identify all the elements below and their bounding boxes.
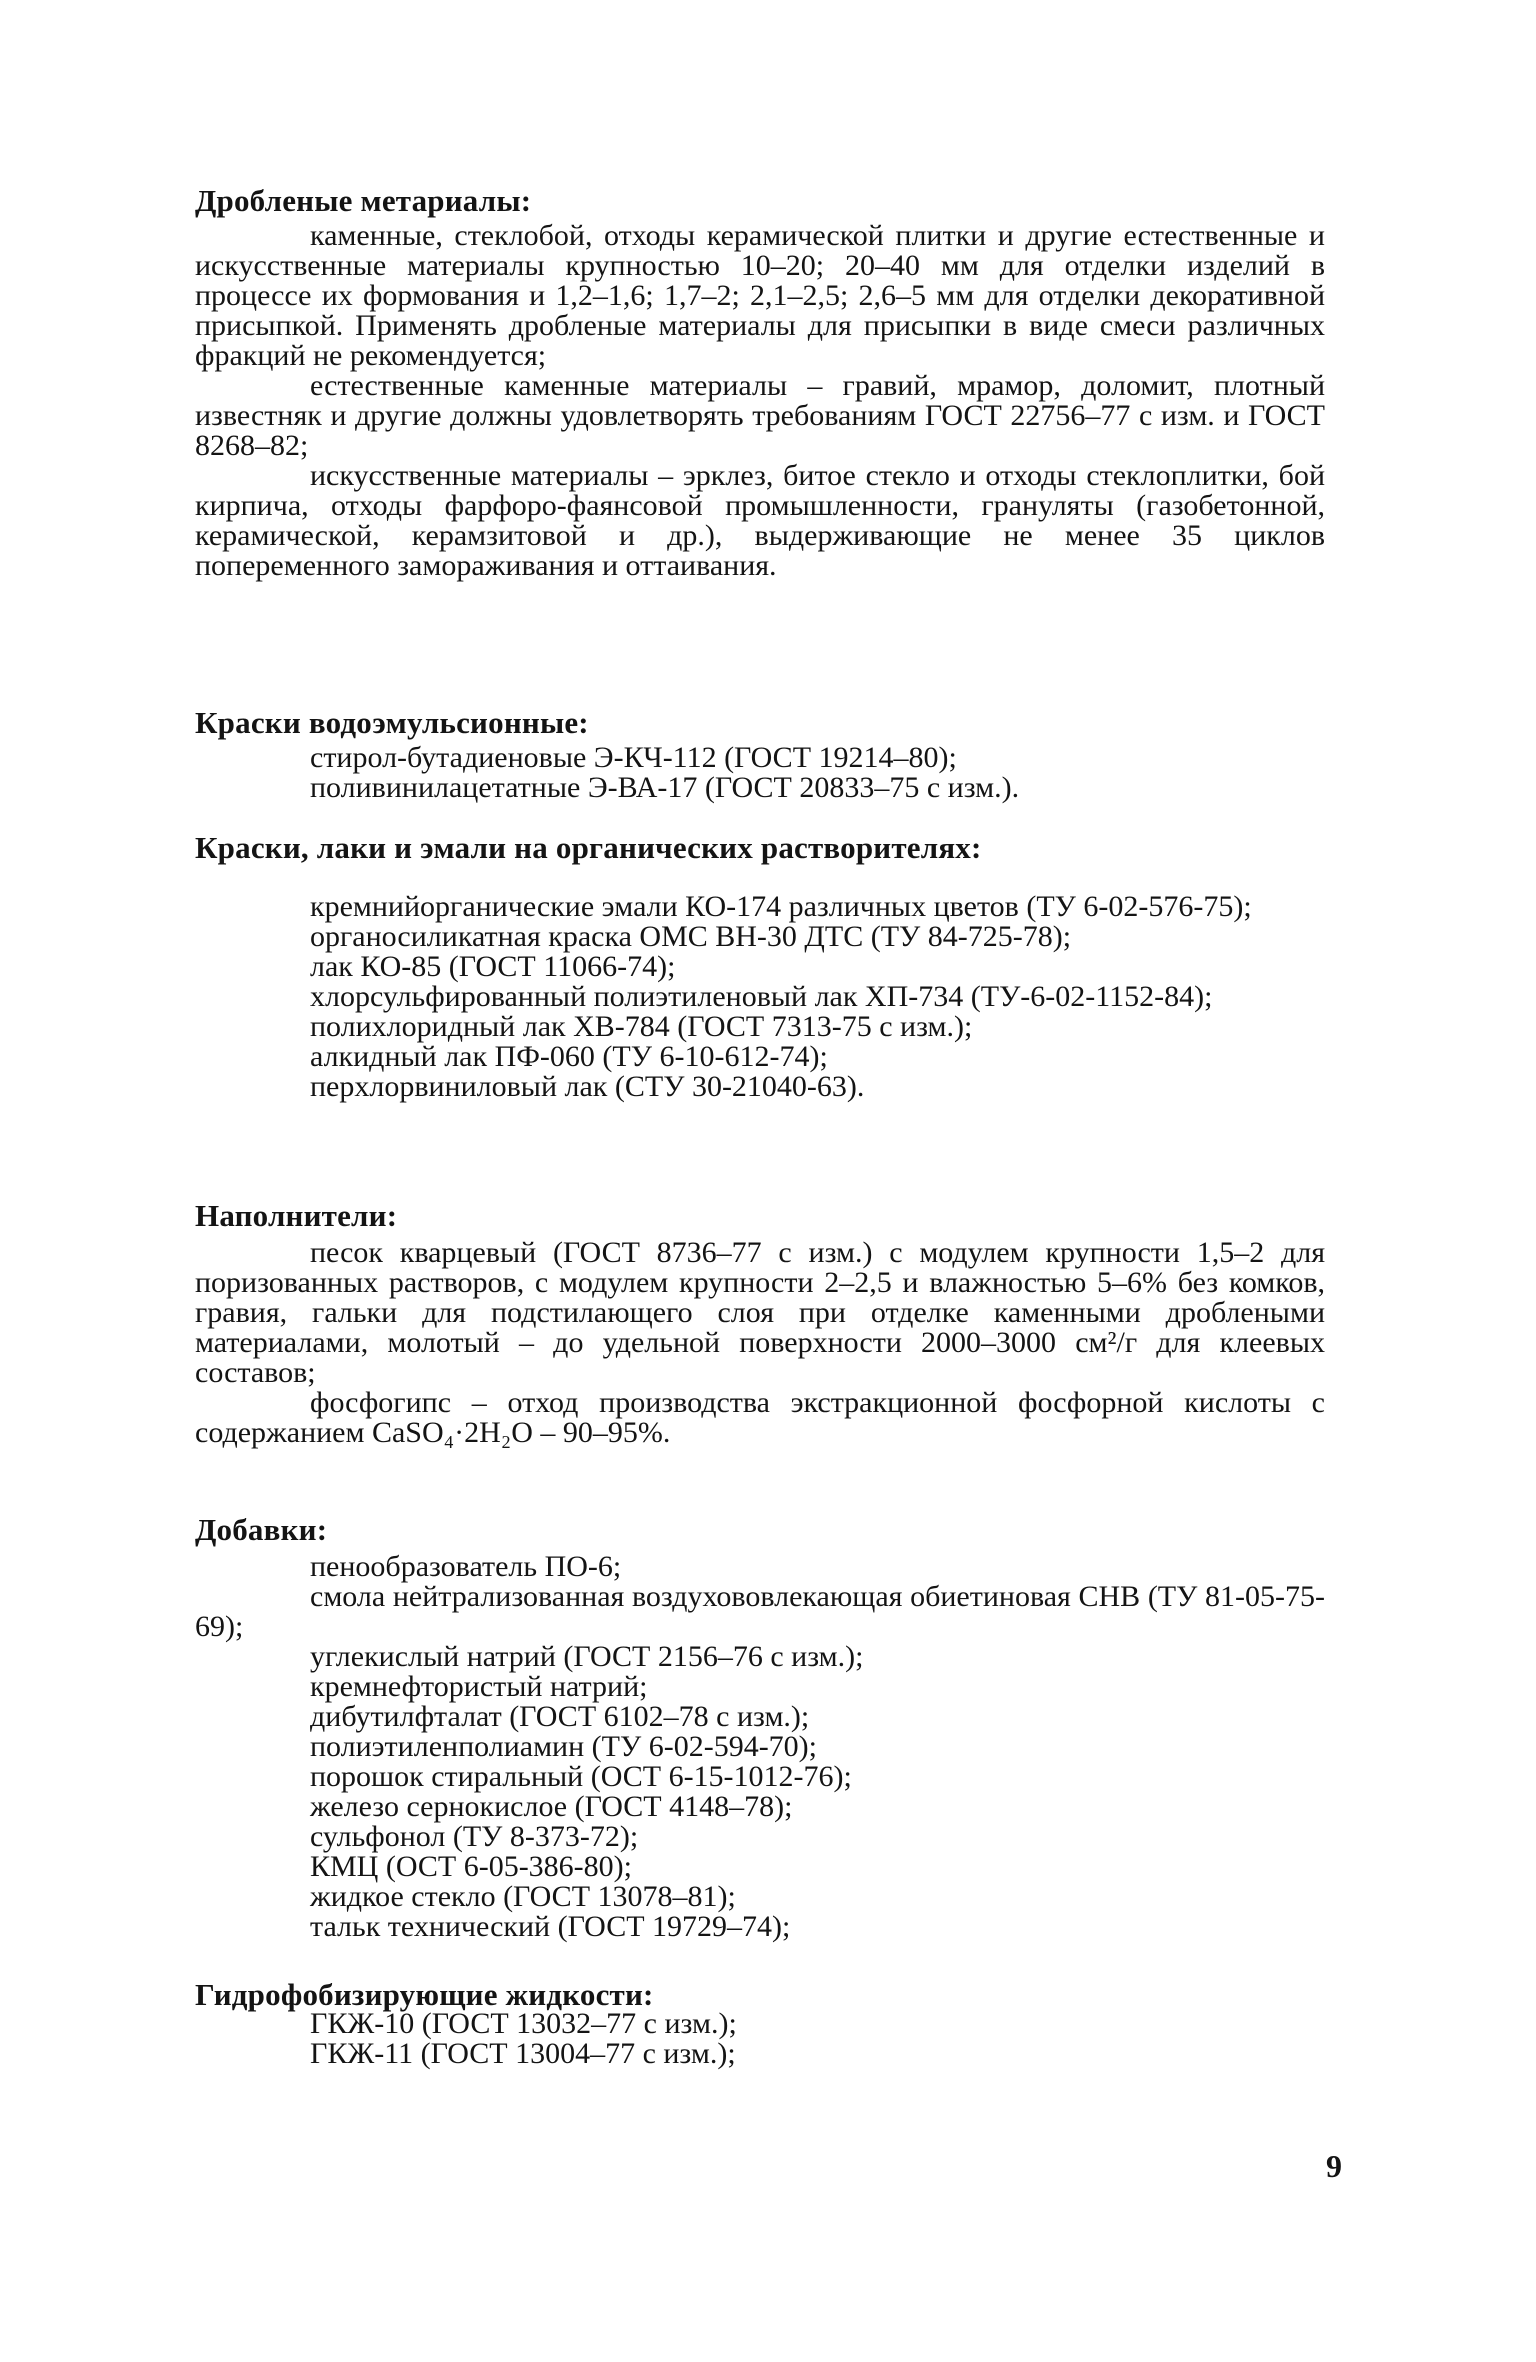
section-heading: Добавки: (195, 1512, 328, 1547)
paragraph: естественные каменные материалы – гравий, мрамор, доломит, плотный известняк и другие должны удовлетворять требованиям ГОСТ 22756–77 с изм. и ГОСТ 8268–82; (195, 369, 1325, 462)
list-item: алкидный лак ПФ-060 (ТУ 6-10-612-74); (310, 1040, 828, 1073)
section-organic-solvent-paints (195, 830, 1325, 1102)
list-item: сульфонол (ТУ 8-373-72); (310, 1820, 639, 1853)
list-item: тальк технический (ГОСТ 19729–74); (310, 1910, 791, 1943)
section-heading: Гидрофобизирующие жидкости: (195, 1977, 654, 2012)
list-item: лак КО-85 (ГОСТ 11066-74); (310, 950, 676, 983)
list-item: углекислый натрий (ГОСТ 2156–76 с изм.); (310, 1640, 864, 1673)
list-item: смола нейтрализованная воздухововлекающая обиетиновая СНВ (ТУ 81-05-75-69); (195, 1580, 1325, 1643)
item-list (310, 743, 1325, 803)
list-item: полихлоридный лак ХВ-784 (ГОСТ 7313-75 с изм.); (310, 1010, 973, 1043)
paragraph: искусственные материалы – эрклез, битое стекло и отходы стеклоплитки, бой кирпича, отходы фарфоро-фаянсовой промышленности, грануляты (газобетонной, керамической, керамзитовой и др.), выдерживающие не менее 35 циклов попеременного замораживания и оттаивания. (195, 459, 1325, 582)
section-heading: Краски, лаки и эмали на органических растворителях: (195, 830, 982, 865)
list-item: кремнийорганические эмали КО-174 различных цветов (ТУ 6-02-576-75); (310, 890, 1252, 923)
section-hydrophobic-liquids (195, 1977, 1325, 2069)
list-item: органосиликатная краска ОМС ВН-30 ДТС (ТУ 84-725-78); (310, 920, 1072, 953)
list-item: железо сернокислое (ГОСТ 4148–78); (310, 1790, 793, 1823)
section-additives (195, 1512, 1325, 1942)
list-item: дибутилфталат (ГОСТ 6102–78 с изм.); (310, 1700, 810, 1733)
paragraph: каменные, стеклобой, отходы керамической плитки и другие естественные и искусственные материалы крупностью 10–20; 20–40 мм для отделки изделий в процессе их формования и 1,2–1,6; 1,7–2; 2,1–2,5; 2,6–5 мм для отделки декоративной присыпкой. Применять дробленые материалы для присыпки в виде смеси различных фракций не рекомендуется; (195, 219, 1325, 372)
item-list (310, 892, 1325, 1102)
section-crushed-materials (195, 183, 1325, 581)
section-heading: Краски водоэмульсионные: (195, 705, 589, 740)
list-item: хлорсульфированный полиэтиленовый лак ХП-734 (ТУ-6-02-1152-84); (310, 980, 1213, 1013)
list-item: порошок стиральный (ОСТ 6-15-1012-76); (310, 1760, 852, 1793)
list-item: кремнефтористый натрий; (310, 1670, 648, 1703)
list-item: жидкое стекло (ГОСТ 13078–81); (310, 1880, 736, 1913)
section-body (195, 219, 1325, 582)
item-list (310, 2009, 1325, 2069)
section-heading: Наполнители: (195, 1198, 398, 1233)
list-item: стирол-бутадиеновые Э-КЧ-112 (ГОСТ 19214–80); (310, 741, 957, 774)
list-item: КМЦ (ОСТ 6-05-386-80); (310, 1850, 633, 1883)
list-item: полиэтиленполиамин (ТУ 6-02-594-70); (310, 1730, 818, 1763)
list-item: ГКЖ-11 (ГОСТ 13004–77 с изм.); (310, 2037, 736, 2070)
page-number: 9 (1326, 2148, 1342, 2184)
item-list (195, 1550, 1325, 1943)
list-item: перхлорвиниловый лак (СТУ 30-21040-63). (310, 1070, 865, 1103)
list-item: ГКЖ-10 (ГОСТ 13032–77 с изм.); (310, 2007, 737, 2040)
list-item: поливинилацетатные Э-ВА-17 (ГОСТ 20833–75 с изм.). (310, 771, 1020, 804)
section-heading: Дробленые метариалы: (195, 183, 532, 218)
paragraph: фосфогипс – отход производства экстракционной фосфорной кислоты с содержанием CaSO₄·2H₂O – 90–95%. (195, 1386, 1325, 1449)
section-water-emulsion-paints (195, 705, 1325, 803)
list-item: пенообразователь ПО-6; (310, 1550, 622, 1583)
section-fillers (195, 1198, 1325, 1448)
paragraph: песок кварцевый (ГОСТ 8736–77 с изм.) с модулем крупности 1,5–2 для поризованных растворов, с модулем крупности 2–2,5 и влажностью 5–6% без комков, гравия, гальки для подстилающего слоя при отделке каменными дроблеными материалами, молотый – до удельной поверхности 2000–3000 см²/г для клеевых составов; (195, 1236, 1325, 1389)
section-body (195, 1236, 1325, 1449)
